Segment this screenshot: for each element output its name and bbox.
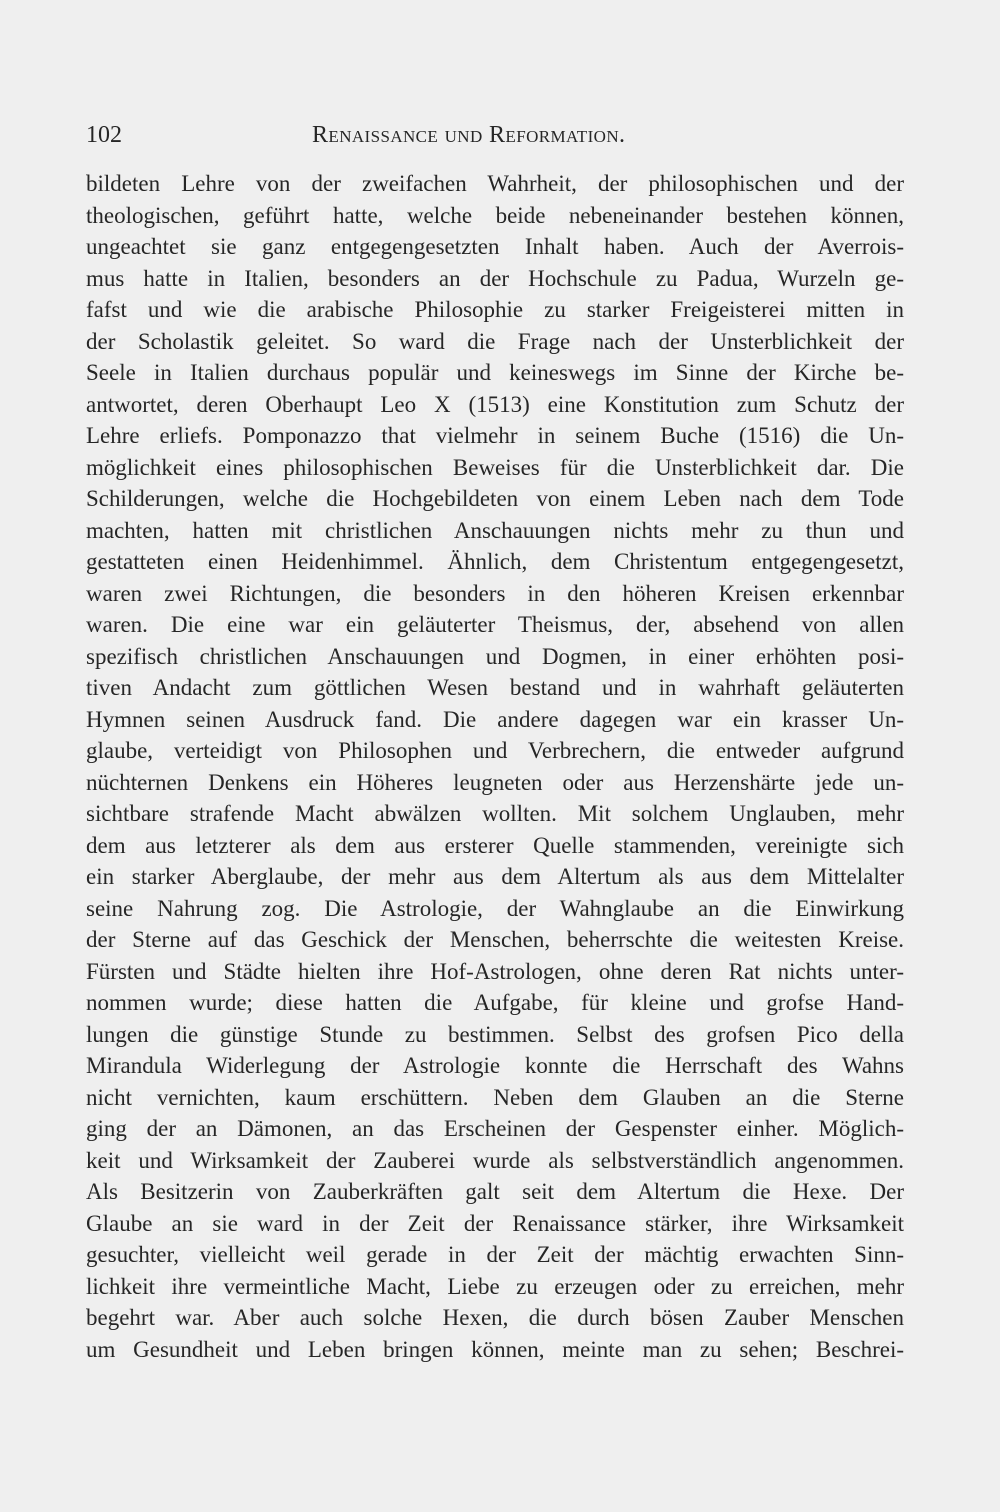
text-line: spezifisch christlichen Anschauungen und Dogmen, in einer erhöhten posi- xyxy=(86,643,904,669)
text-line: antwortet, deren Oberhaupt Leo X (1513) eine Konstitution zum Schutz der xyxy=(86,391,904,417)
running-title: Renaissance und Reformation. xyxy=(312,122,626,148)
text-line: möglichkeit eines philosophischen Beweises für die Unsterblichkeit dar. Die xyxy=(86,454,904,480)
text-line: waren zwei Richtungen, die besonders in den höheren Kreisen erkennbar xyxy=(86,580,904,606)
text-line: gestatteten einen Heidenhimmel. Ähnlich, dem Christentum entgegengesetzt, xyxy=(86,549,904,574)
text-line: Hymnen seinen Ausdruck fand. Die andere dagegen war ein krasser Un- xyxy=(86,706,904,732)
page-header xyxy=(86,118,906,152)
text-line: mus hatte in Italien, besonders an der Hochschule zu Padua, Wurzeln ge- xyxy=(86,265,904,291)
page-number: 102 xyxy=(86,122,122,148)
text-line: keit und Wirksamkeit der Zauberei wurde als selbstverständlich angenommen. xyxy=(86,1147,904,1173)
text-line: fafst und wie die arabische Philosophie zu starker Freigeisterei mitten in xyxy=(86,297,904,322)
text-line: machten, hatten mit christlichen Anschauungen nichts mehr zu thun und xyxy=(86,517,904,543)
text-line: Glaube an sie ward in der Zeit der Renaissance stärker, ihre Wirksamkeit xyxy=(86,1210,904,1236)
text-line: lungen die günstige Stunde zu bestimmen. Selbst des grofsen Pico della xyxy=(86,1021,904,1047)
text-line: bildeten Lehre von der zweifachen Wahrheit, der philosophischen und der xyxy=(86,171,904,196)
text-line: waren. Die eine war ein geläuterter Theismus, der, absehend von allen xyxy=(86,612,904,637)
text-line: begehrt war. Aber auch solche Hexen, die durch bösen Zauber Menschen xyxy=(86,1305,904,1330)
text-line: ein starker Aberglaube, der mehr aus dem Altertum als aus dem Mittelalter xyxy=(86,864,904,889)
text-line: nicht vernichten, kaum erschüttern. Neben dem Glauben an die Sterne xyxy=(86,1084,904,1110)
text-line: Schilderungen, welche die Hochgebildeten von einem Leben nach dem Tode xyxy=(86,486,904,511)
text-line: seine Nahrung zog. Die Astrologie, der Wahnglaube an die Einwirkung xyxy=(86,895,904,921)
text-line: ging der an Dämonen, an das Erscheinen der Gespenster einher. Möglich- xyxy=(86,1116,904,1141)
text-line: Als Besitzerin von Zauberkräften galt seit dem Altertum die Hexe. Der xyxy=(86,1179,904,1204)
body-text xyxy=(86,168,904,1365)
text-line: gesuchter, vielleicht weil gerade in der Zeit der mächtig erwachten Sinn- xyxy=(86,1242,904,1267)
text-line: um Gesundheit und Leben bringen können, meinte man zu sehen; Beschrei- xyxy=(86,1336,904,1362)
text-line: Mirandula Widerlegung der Astrologie konnte die Herrschaft des Wahns xyxy=(86,1053,904,1078)
text-line: nommen wurde; diese hatten die Aufgabe, für kleine und grofse Hand- xyxy=(86,990,904,1015)
text-line: ungeachtet sie ganz entgegengesetzten Inhalt haben. Auch der Averrois- xyxy=(86,234,904,259)
text-line: Seele in Italien durchaus populär und keineswegs im Sinne der Kirche be- xyxy=(86,360,904,385)
text-line: tiven Andacht zum göttlichen Wesen bestand und in wahrhaft geläuterten xyxy=(86,675,904,700)
text-line: Lehre erliefs. Pomponazzo that vielmehr in seinem Buche (1516) die Un- xyxy=(86,423,904,448)
text-line: lichkeit ihre vermeintliche Macht, Liebe zu erzeugen oder zu erreichen, mehr xyxy=(86,1273,904,1299)
text-line: nüchternen Denkens ein Höheres leugneten oder aus Herzenshärte jede un- xyxy=(86,769,904,795)
text-line: der Scholastik geleitet. So ward die Frage nach der Unsterblichkeit der xyxy=(86,328,904,354)
text-line: Fürsten und Städte hielten ihre Hof-Astrologen, ohne deren Rat nichts unter- xyxy=(86,958,904,984)
text-line: der Sterne auf das Geschick der Menschen, beherrschte die weitesten Kreise. xyxy=(86,927,904,952)
text-line: theologischen, geführt hatte, welche beide nebeneinander bestehen können, xyxy=(86,202,904,228)
text-line: glaube, verteidigt von Philosophen und Verbrechern, die entweder aufgrund xyxy=(86,738,904,763)
text-line: dem aus letzterer als dem aus ersterer Quelle stammenden, vereinigte sich xyxy=(86,832,904,858)
text-line: sichtbare strafende Macht abwälzen wollten. Mit solchem Unglauben, mehr xyxy=(86,801,904,826)
